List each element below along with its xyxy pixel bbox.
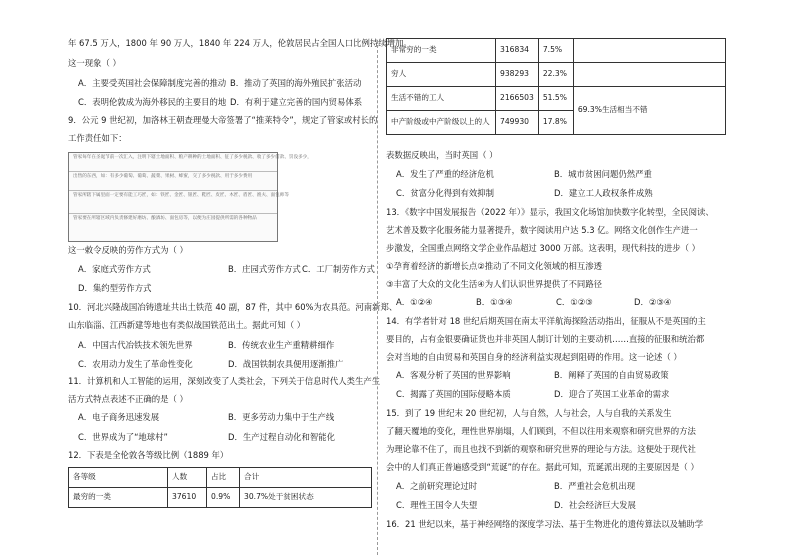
q13-option-a[interactable]: A．①②④ bbox=[396, 297, 433, 307]
table-header-cell: 合计 bbox=[240, 468, 372, 488]
capitulary-excerpt-image bbox=[68, 152, 312, 242]
q13-stem-line1: 13．《数字中国发展报告（2022 年）》显示，我国文化场馆加快数字化转型，全民阅读、 bbox=[386, 207, 714, 217]
table-cell: 生活不错的工人 bbox=[387, 87, 496, 111]
class-ratio-table-top bbox=[68, 467, 372, 508]
table-cell: 中产阶级或中产阶级以上的人 bbox=[387, 111, 496, 135]
q11-stem-line1: 11．计算机和人工智能的运用，深刻改变了人类社会，下列关于信息时代人类生产生 bbox=[68, 376, 381, 386]
q15-stem-line2: 了翻天覆地的变化，理性世界崩塌，人们顾到，不但以往用来观察和研究世界的方法 bbox=[386, 426, 696, 436]
q14-stem-line2: 要目的，占有金银要确证货也并非英国人制订计划的主要动机……直接的征服和统治都 bbox=[386, 334, 705, 344]
q9-stem-line3: 这一敕令反映的劳作方式为（ ） bbox=[68, 245, 188, 255]
q15-stem-line4: 会中的人们真正普遍感受到“荒诞”的存在。据此可知，荒诞派出现的主要原因是（ ） bbox=[386, 462, 699, 472]
excerpt-row: 管家每年在圣诞节前一次汇入，注明下辖土地面积、粮产耕种的土地面积、征了多少税款、收了多少借款、罚没多少， bbox=[69, 153, 277, 172]
table-cell bbox=[573, 39, 725, 63]
q9-option-d[interactable]: D．集约型劳作方式 bbox=[78, 283, 152, 293]
q11-option-a[interactable]: A．电子商务迅速发展 bbox=[78, 412, 160, 422]
q13-stem-line3: 步激发，全国重点网络文学企业作品超过 3000 万部。这表明，现代科技的进步（ ） bbox=[386, 243, 701, 253]
q13-option-b[interactable]: B．①③④ bbox=[476, 297, 513, 307]
q13-option-d[interactable]: D．②③④ bbox=[634, 297, 672, 307]
q11-option-d[interactable]: D．生产过程自动化和智能化 bbox=[228, 432, 335, 442]
q15-stem-line1: 15．到了 19 世纪末 20 世纪初，人与自然，人与社会，人与自我的关系发生 bbox=[386, 408, 672, 418]
table-row bbox=[387, 87, 726, 111]
q9-option-a[interactable]: A．家庭式劳作方式 bbox=[78, 264, 151, 274]
q8-option-d[interactable]: D．有利于建立完善的国内贸易体系 bbox=[230, 97, 363, 107]
q12-option-c[interactable]: C．贫富分化得到有效抑制 bbox=[396, 188, 494, 198]
q12-question: 表数据反映出，当时英国（ ） bbox=[386, 150, 498, 160]
table-cell: 17.8% bbox=[538, 111, 573, 135]
table-row bbox=[387, 39, 726, 63]
q15-option-c[interactable]: C．理性王国令人失望 bbox=[396, 500, 478, 510]
q11-option-c[interactable]: C．世界成为了“地球村” bbox=[78, 432, 168, 442]
table-cell: 最穷的一类 bbox=[69, 488, 168, 508]
q10-option-b[interactable]: B．传统农业生产重精耕细作 bbox=[228, 340, 335, 350]
table-total-cell: 69.3%生活相当不错 bbox=[573, 87, 725, 135]
table-cell: 30.7%处于贫困状态 bbox=[240, 488, 372, 508]
q8-option-b[interactable]: B．推动了英国的海外殖民扩张活动 bbox=[230, 78, 362, 88]
q10-option-d[interactable]: D．战国铁制农具便用逐渐推广 bbox=[228, 359, 344, 369]
table-header-cell: 占比 bbox=[207, 468, 240, 488]
table-cell: 51.5% bbox=[538, 87, 573, 111]
q8-option-c[interactable]: C．表明伦敦成为海外移民的主要目的地 bbox=[78, 97, 227, 107]
q14-stem-line3: 会对当地的自由贸易和英国自身的经济利益实现起到阻碍的作用。这一论述（ ） bbox=[386, 352, 682, 362]
q10-stem-line2: 山东临淄、江西新建等地也有类似战国铁范出土。据此可知（ ） bbox=[68, 320, 306, 330]
excerpt-row: 管家所辖下属里面一定要有能工巧匠，如：铁匠、金匠、银匠、鞋匠、皮匠、木匠、盾匠、渔夫、面包师等 bbox=[69, 191, 277, 214]
q15-option-a[interactable]: A．之前研究理论过时 bbox=[396, 481, 478, 491]
table-row bbox=[69, 488, 372, 508]
q10-option-c[interactable]: C．农用动力发生了革命性变化 bbox=[78, 359, 193, 369]
q8-option-a[interactable]: A．主要受英国社会保障制度完善的推动 bbox=[78, 78, 227, 88]
q14-option-a[interactable]: A．客观分析了英国的世界影响 bbox=[396, 370, 511, 380]
q9-stem-line2: 工作责任如下： bbox=[68, 133, 127, 143]
q15-option-d[interactable]: D．社会经济巨大发展 bbox=[554, 500, 636, 510]
q9-option-b[interactable]: B．庄园式劳作方式 bbox=[228, 264, 301, 274]
q13-statement-1: ①孕育着经济的新增长点②推动了不同文化领域的相互渗透 bbox=[386, 261, 603, 271]
q15-stem-line3: 为理论靠不住了，而且也找不到新的观察和研究世界的理论与方法。这便处于现代社 bbox=[386, 444, 696, 454]
table-cell bbox=[573, 63, 725, 87]
q11-stem-line2: 活方式特点表述不正确的是（ ） bbox=[68, 394, 188, 404]
table-cell: 0.9% bbox=[207, 488, 240, 508]
q13-statement-2: ③丰富了大众的文化生活④为人们认识世界提供了不同路径 bbox=[386, 279, 603, 289]
table-row bbox=[387, 63, 726, 87]
column-divider bbox=[377, 40, 378, 555]
q13-stem-line2: 艺术普及数字化服务能力显著提升，数字阅读用户达 5.3 亿。网络文化创作生产进一 bbox=[386, 225, 698, 235]
q12-stem: 12．下表是全伦敦各等级比例（1889 年） bbox=[68, 450, 229, 460]
class-ratio-table-continued bbox=[386, 38, 726, 135]
q12-option-b[interactable]: B．城市贫困问题仍然严重 bbox=[554, 169, 652, 179]
q12-option-a[interactable]: A．发生了严重的经济危机 bbox=[396, 169, 494, 179]
table-cell: 穷人 bbox=[387, 63, 496, 87]
q12-option-d[interactable]: D．建立工人政权条件成熟 bbox=[554, 188, 653, 198]
excerpt-row: 管家要在所辖区域内负责修建好磨坊、酿酒坊、面包房等，以便为庄园提供所需的各种物品 bbox=[73, 216, 257, 221]
q8-stem-line1: 年 67.5 万人，1800 年 90 万人，1840 年 224 万人，伦敦居民占全国人口比例持续增加。 bbox=[68, 38, 412, 48]
table-cell: 749930 bbox=[496, 111, 539, 135]
q9-option-c[interactable]: C．工厂制劳作方式 bbox=[302, 264, 375, 274]
q10-stem-line1: 10．河北兴隆战国冶铸遗址共出土铁范 40 副，87 件，其中 60%为农具范。河南新郑、 bbox=[68, 302, 398, 312]
table-header-row bbox=[69, 468, 372, 488]
table-cell: 22.3% bbox=[538, 63, 573, 87]
table-cell: 37610 bbox=[168, 488, 207, 508]
table-cell: 非常穷的一类 bbox=[387, 39, 496, 63]
q8-stem-line2: 这一现象（ ） bbox=[68, 58, 121, 68]
q16-stem-line1: 16．21 世纪以来，基于神经网络的深度学习法、基于生物进化的遗传算法以及辅助学 bbox=[386, 519, 704, 529]
q9-stem-line1: 9．公元 9 世纪初，加洛林王朝查理曼大帝签署了“推莱特令”，规定了管家或村长的 bbox=[68, 115, 378, 125]
table-header-cell: 人数 bbox=[168, 468, 207, 488]
table-cell: 2166503 bbox=[496, 87, 539, 111]
table-cell: 316834 bbox=[496, 39, 539, 63]
excerpt-row: 出售的东西，如：有多少葡萄、葡萄、蔬菜、果树、蜂蜜，交了多少税款、用于多少费用 bbox=[69, 172, 277, 191]
table-cell: 7.5% bbox=[538, 39, 573, 63]
q14-option-c[interactable]: C．揭露了英国的国际侵略本质 bbox=[396, 389, 511, 399]
table-header-cell: 各等级 bbox=[69, 468, 168, 488]
q14-option-b[interactable]: B．阐释了英国的自由贸易政策 bbox=[554, 370, 669, 380]
q10-option-a[interactable]: A．中国古代冶铁技术领先世界 bbox=[78, 340, 193, 350]
q11-option-b[interactable]: B．更多劳动力集中于生产线 bbox=[228, 412, 335, 422]
q14-stem-line1: 14．有学者针对 18 世纪后期英国在南太平洋航海探险活动指出，征服从不是英国的主 bbox=[386, 316, 706, 326]
q14-option-d[interactable]: D．迎合了英国工业革命的需求 bbox=[554, 389, 670, 399]
table-cell: 938293 bbox=[496, 63, 539, 87]
q13-option-c[interactable]: C．①②③ bbox=[556, 297, 593, 307]
q15-option-b[interactable]: B．严重社会危机出现 bbox=[554, 481, 636, 491]
